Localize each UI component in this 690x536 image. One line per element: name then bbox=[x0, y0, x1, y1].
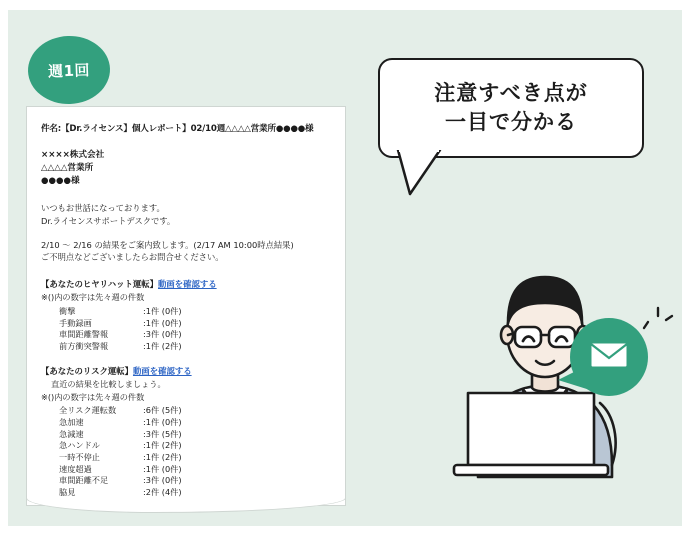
callout-line-1: 注意すべき点が bbox=[434, 81, 588, 106]
table-row bbox=[41, 318, 335, 330]
callout-text bbox=[434, 79, 588, 137]
row-value: :1件 (0件) bbox=[143, 317, 182, 328]
row-value: :6件 (5件) bbox=[143, 405, 182, 416]
risk-driving-note-2: ※()内の数字は先々週の件数 bbox=[41, 391, 145, 402]
near-miss-note: ※()内の数字は先々週の件数 bbox=[41, 292, 145, 303]
table-row bbox=[41, 306, 335, 318]
table-row bbox=[41, 475, 335, 487]
report-range-line: ご不明点などございましたらお問合せください。 bbox=[41, 252, 224, 263]
row-label: 急加速 bbox=[59, 417, 84, 428]
row-value: :2件 (4件) bbox=[143, 486, 182, 497]
greeting-line: いつもお世話になっております。 bbox=[41, 203, 165, 214]
email-subject: 件名:【Dr.ライセンス】個人レポート】02/10週△△△△営業所●●●●様 bbox=[41, 124, 314, 134]
row-label: 急ハンドル bbox=[59, 440, 100, 451]
row-value: :1件 (2件) bbox=[143, 340, 182, 351]
row-label: 車間距離警報 bbox=[59, 329, 109, 340]
near-miss-video-link[interactable]: 動画を確認する bbox=[158, 278, 217, 289]
address-line: ××××株式会社 bbox=[41, 150, 105, 161]
report-range-line: 2/10 ～ 2/16 の結果をご案内致します。(2/17 AM 10:00時点結果) bbox=[41, 240, 294, 250]
section-title-text: 【あなたのリスク運転】 bbox=[41, 365, 133, 376]
row-value: :1件 (0件) bbox=[143, 417, 182, 428]
row-label: 脇見 bbox=[59, 486, 76, 497]
row-label: 手動録画 bbox=[59, 317, 92, 328]
row-value: :1件 (0件) bbox=[143, 305, 182, 316]
greeting-line: Dr.ライセンスサポートデスクです。 bbox=[41, 215, 176, 226]
row-label: 全リスク運転数 bbox=[59, 405, 117, 416]
row-value: :1件 (2件) bbox=[143, 440, 182, 451]
row-value: :1件 (0件) bbox=[143, 463, 182, 474]
section-title-near-miss bbox=[41, 278, 335, 290]
row-label: 急減速 bbox=[59, 428, 84, 439]
weekly-frequency-label: 週1回 bbox=[47, 60, 91, 81]
row-label: 前方衝突警報 bbox=[59, 340, 109, 351]
risk-driving-note-1: 直近の結果を比較しましょう。 bbox=[51, 378, 166, 389]
callout-line-2: 一目で分かる bbox=[445, 110, 577, 134]
row-value: :3件 (0件) bbox=[143, 329, 182, 340]
table-row bbox=[41, 417, 335, 429]
table-row bbox=[41, 440, 335, 452]
row-value: :3件 (5件) bbox=[143, 428, 182, 439]
report-body bbox=[41, 123, 335, 511]
table-row bbox=[41, 341, 335, 353]
mail-bubble bbox=[570, 318, 648, 396]
row-label: 車間距離不足 bbox=[59, 475, 109, 486]
address-line: △△△△営業所 bbox=[41, 163, 94, 174]
table-row bbox=[41, 452, 335, 464]
greeting-text bbox=[41, 202, 335, 227]
recipient-address bbox=[41, 149, 335, 188]
callout-bubble bbox=[378, 58, 644, 158]
row-label: 速度超過 bbox=[59, 463, 92, 474]
section-title-risk-driving bbox=[41, 365, 335, 377]
table-row bbox=[41, 464, 335, 476]
report-range-text bbox=[41, 239, 335, 264]
report-paper bbox=[26, 106, 346, 506]
table-row bbox=[41, 487, 335, 499]
row-value: :3件 (0件) bbox=[143, 475, 182, 486]
row-label: 衝撃 bbox=[59, 305, 76, 316]
near-miss-table bbox=[41, 306, 335, 353]
sparkle-icon bbox=[640, 300, 674, 334]
section-title-text: 【あなたのヒヤリハット運転】 bbox=[41, 278, 158, 289]
table-row bbox=[41, 429, 335, 441]
address-line: ●●●●様 bbox=[41, 176, 80, 187]
mail-icon bbox=[589, 341, 629, 373]
row-label: 一時不停止 bbox=[59, 452, 100, 463]
table-row bbox=[41, 329, 335, 341]
row-value: :1件 (2件) bbox=[143, 452, 182, 463]
table-row-total bbox=[41, 405, 335, 417]
risk-driving-video-link[interactable]: 動画を確認する bbox=[132, 365, 192, 376]
risk-driving-table bbox=[41, 405, 335, 498]
